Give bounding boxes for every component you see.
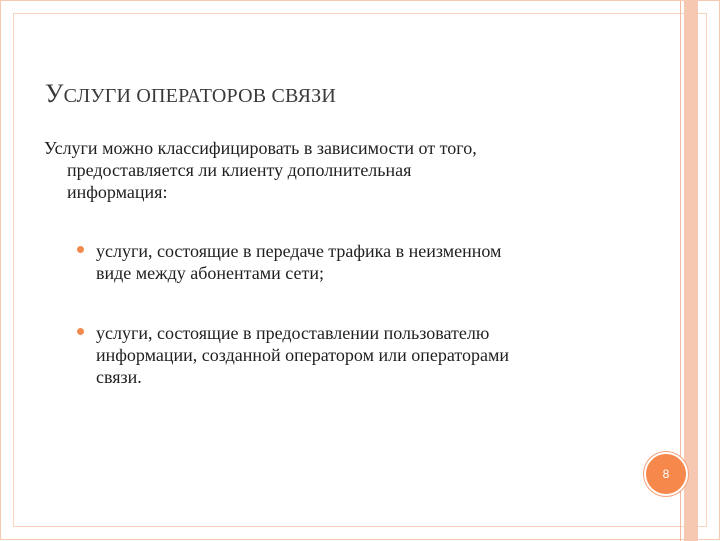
bullet-item	[77, 240, 637, 284]
bullet-dot-icon	[77, 328, 84, 335]
intro-line-1: Услуги можно классифицировать в зависимости от того,	[44, 138, 477, 158]
slide-title	[45, 79, 336, 109]
bullet-2-line-1: услуги, состоящие в предоставлении пользователю	[96, 323, 490, 343]
bullet-list	[77, 240, 637, 388]
bullet-2-line-2: информации, созданной оператором или операторами	[96, 345, 509, 365]
intro-paragraph	[44, 137, 604, 203]
intro-line-3: информация:	[67, 182, 168, 202]
page-number: 8	[662, 467, 670, 481]
bullet-2-line-3: связи.	[96, 367, 142, 387]
page-number-badge	[644, 452, 688, 496]
intro-line-2: предоставляется ли клиенту дополнительная	[67, 160, 412, 180]
title-rest: СЛУГИ ОПЕРАТОРОВ СВЯЗИ	[63, 85, 336, 107]
bullet-item	[77, 322, 637, 388]
bullet-dot-icon	[77, 246, 84, 253]
bullet-1-line-2: виде между абонентами сети;	[96, 263, 324, 283]
bullet-1-line-1: услуги, состоящие в передаче трафика в неизменном	[96, 241, 502, 261]
side-decor-stripe	[684, 1, 698, 541]
title-first-letter: У	[45, 79, 64, 108]
